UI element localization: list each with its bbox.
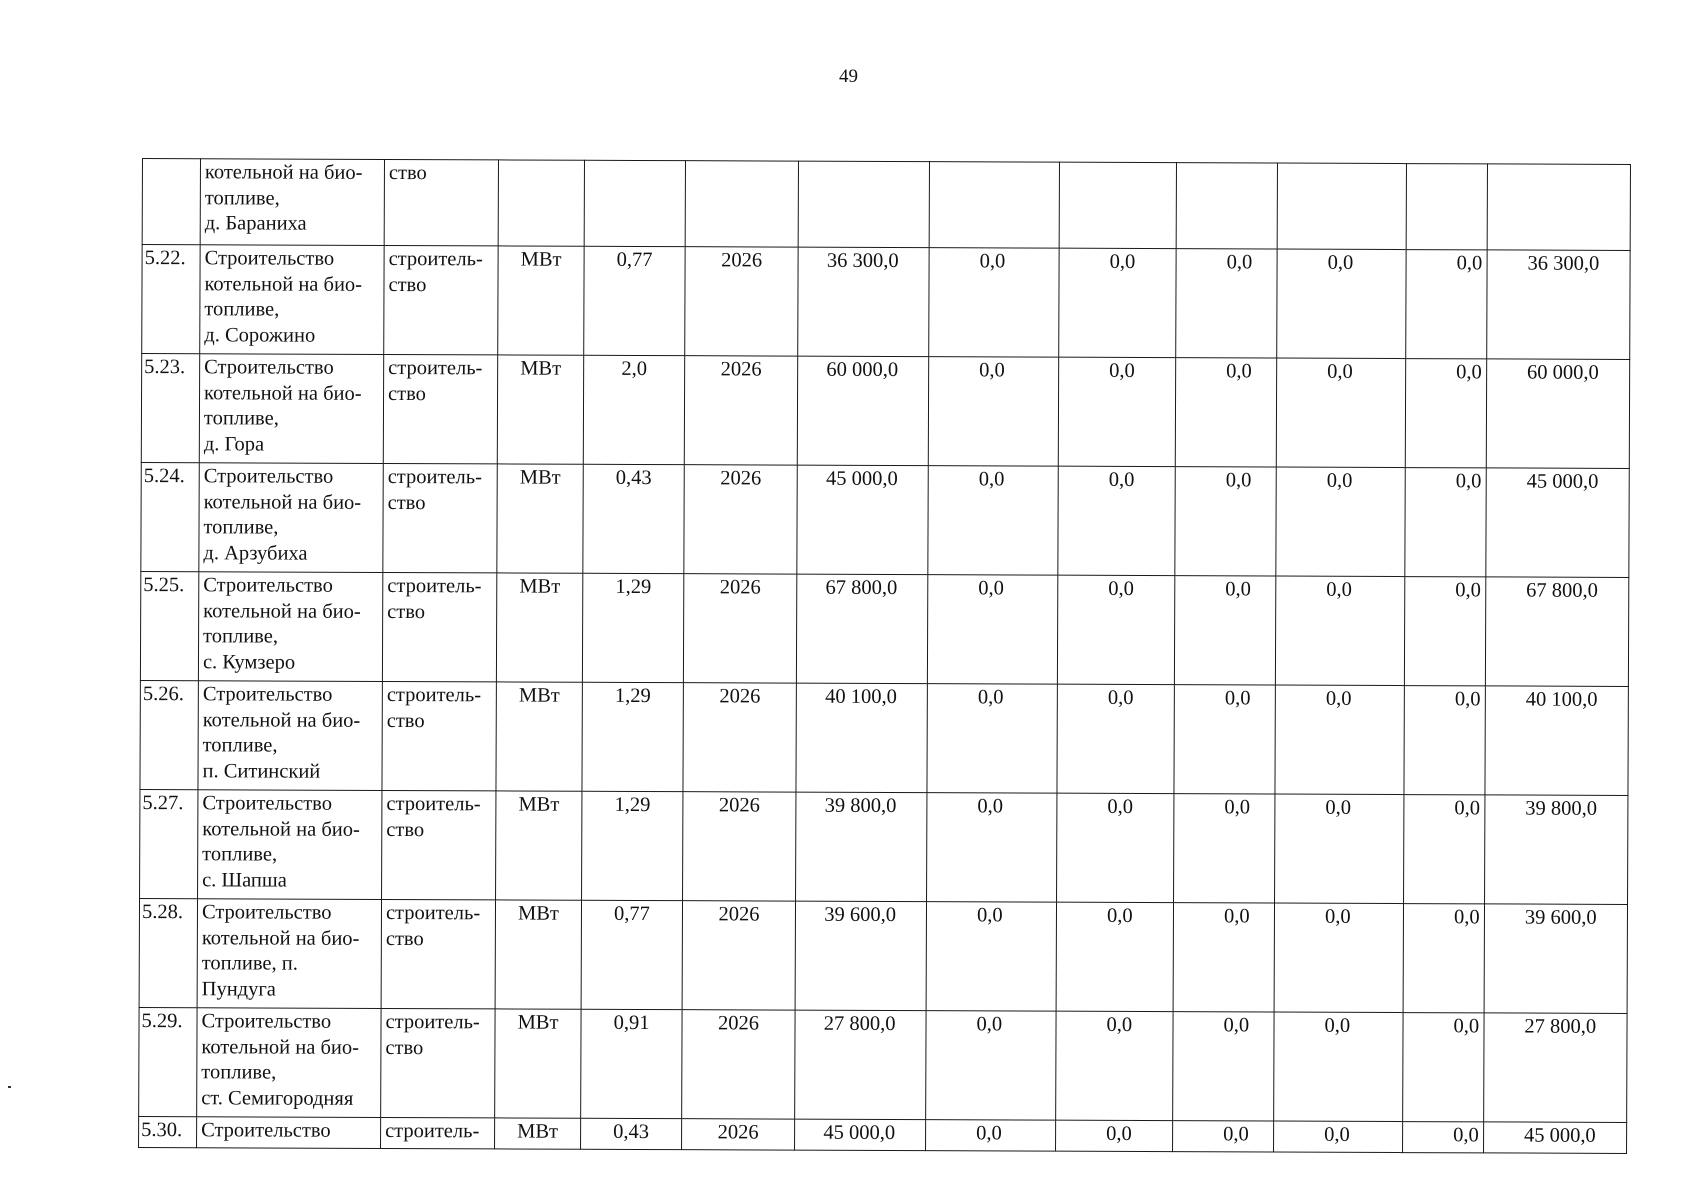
- cell-capacity: 0,77: [584, 246, 685, 355]
- cell-capacity: 1,29: [582, 682, 683, 791]
- work-type-line: строитель-: [386, 683, 482, 707]
- cell-capacity: 0,91: [581, 1009, 682, 1118]
- cell-row-number: 5.23.: [141, 354, 199, 463]
- cell-total-cost: 67 800,0: [796, 574, 927, 684]
- project-name-line: котельной на био-: [204, 381, 362, 405]
- cell-value-4: 0,0: [1276, 467, 1405, 577]
- cell-total-cost: 36 300,0: [798, 247, 929, 357]
- cell-row-number: 5.27.: [140, 789, 198, 898]
- cell-capacity: 0,77: [581, 900, 682, 1009]
- table-row: [140, 789, 1628, 904]
- cell-value-4: 0,0: [1276, 358, 1405, 468]
- cell-project-name: [198, 572, 382, 682]
- cell-value-5: 0,0: [1406, 250, 1487, 359]
- project-name-line: топливе,: [203, 625, 279, 648]
- cell-row-number: 5.25.: [140, 571, 198, 680]
- cell-value-5: [1406, 164, 1487, 250]
- project-name-line: Пундуга: [201, 977, 276, 1001]
- cell-year: 2026: [682, 901, 795, 1010]
- work-type-line: ство: [388, 161, 427, 185]
- work-type-line: ство: [387, 600, 426, 623]
- cell-value-1: 0,0: [928, 466, 1058, 576]
- cell-value-5: 0,0: [1404, 795, 1485, 904]
- work-type-line: ство: [388, 273, 427, 296]
- cell-project-name: [199, 354, 383, 464]
- cell-value-1: 0,0: [926, 1011, 1056, 1121]
- project-name-line: Строительство: [202, 683, 333, 706]
- cell-total-cost: 45 000,0: [795, 1119, 926, 1151]
- cell-value-5: 0,0: [1403, 1122, 1484, 1153]
- project-name-line: топливе,: [201, 1061, 277, 1084]
- cell-value-1: 0,0: [927, 684, 1057, 794]
- cell-sum-cost: 45 000,0: [1483, 1122, 1626, 1154]
- cell-value-5: 0,0: [1404, 577, 1485, 686]
- cell-capacity: 2,0: [583, 355, 684, 464]
- cell-work-type: [381, 899, 495, 1008]
- project-name-line: топливе,: [204, 186, 280, 210]
- cell-value-5: 0,0: [1404, 686, 1485, 795]
- scan-artifact: [8, 1086, 11, 1088]
- project-name-line: котельной на био-: [203, 490, 362, 514]
- cell-unit: МВт: [497, 355, 583, 464]
- cell-value-1: 0,0: [929, 248, 1059, 358]
- cell-work-type: [381, 1117, 495, 1148]
- cell-unit: МВт: [495, 1118, 581, 1149]
- cell-value-5: 0,0: [1403, 904, 1484, 1013]
- work-type-line: ство: [386, 709, 425, 732]
- cell-unit: [498, 160, 584, 246]
- cell-value-4: 0,0: [1274, 1121, 1403, 1153]
- cell-unit: МВт: [495, 1009, 581, 1118]
- project-name-line: с. Шапша: [202, 868, 287, 892]
- cell-unit: МВт: [495, 900, 581, 1009]
- cell-year: 2026: [682, 1010, 795, 1119]
- work-type-line: строитель-: [388, 356, 483, 380]
- cell-unit: МВт: [496, 682, 582, 791]
- project-name-line: топливе,: [202, 843, 278, 866]
- cell-total-cost: 60 000,0: [797, 356, 928, 466]
- cell-value-4: 0,0: [1275, 576, 1404, 686]
- cell-value-2: 0,0: [1059, 248, 1176, 357]
- cell-row-number: 5.28.: [139, 898, 197, 1007]
- cell-capacity: 1,29: [582, 573, 683, 682]
- cell-project-name: [197, 1117, 381, 1149]
- cell-year: 2026: [684, 465, 797, 574]
- work-type-line: ство: [388, 382, 426, 405]
- cell-total-cost: 39 800,0: [796, 792, 927, 902]
- project-name-line: Строительство: [201, 1119, 331, 1142]
- cell-value-3: 0,0: [1174, 685, 1275, 794]
- cell-year: [685, 161, 798, 247]
- table-row: [141, 462, 1629, 577]
- cell-value-4: 0,0: [1275, 685, 1404, 795]
- cell-work-type: [383, 463, 497, 572]
- cell-value-1: 0,0: [928, 357, 1058, 467]
- project-name-line: д. Гора: [203, 432, 265, 455]
- table-row: [141, 354, 1629, 469]
- table-body: [139, 159, 1631, 1154]
- cell-project-name: [200, 159, 384, 246]
- cell-sum-cost: 67 800,0: [1485, 577, 1628, 687]
- cell-value-2: 0,0: [1057, 793, 1174, 902]
- work-type-line: строитель-: [387, 465, 483, 489]
- cell-row-number: 5.22.: [142, 245, 200, 354]
- cell-capacity: 1,29: [582, 791, 683, 900]
- project-name-line: д. Сорожино: [204, 323, 316, 347]
- cell-total-cost: 40 100,0: [796, 683, 927, 793]
- work-type-line: строитель-: [385, 901, 481, 925]
- cell-sum-cost: 60 000,0: [1486, 359, 1629, 469]
- project-name-line: Строительство: [204, 247, 335, 270]
- project-name-line: топливе,: [203, 407, 279, 430]
- work-type-line: строитель-: [387, 574, 482, 598]
- cell-value-5: 0,0: [1405, 468, 1486, 577]
- cell-sum-cost: 40 100,0: [1485, 686, 1628, 796]
- cell-value-1: 0,0: [927, 793, 1057, 903]
- project-name-line: котельной на био-: [201, 926, 360, 950]
- project-name-line: Строительство: [202, 792, 333, 815]
- project-name-line: д. Арзубиха: [203, 541, 308, 565]
- cell-work-type: [382, 681, 496, 790]
- project-name-line: п. Ситинский: [202, 759, 321, 783]
- cell-work-type: [384, 159, 498, 245]
- cell-sum-cost: 45 000,0: [1485, 468, 1628, 578]
- work-type-line: строитель-: [385, 1010, 480, 1034]
- work-type-line: ство: [386, 818, 425, 841]
- project-name-line: ст. Семигородняя: [201, 1086, 354, 1110]
- project-name-line: котельной на био-: [203, 599, 361, 623]
- cell-project-name: [198, 790, 382, 900]
- cell-value-4: 0,0: [1274, 1012, 1403, 1122]
- project-name-line: топливе, п.: [201, 952, 298, 975]
- table-row: [139, 898, 1627, 1013]
- cell-work-type: [384, 245, 498, 354]
- cell-sum-cost: 27 800,0: [1483, 1013, 1626, 1123]
- cell-work-type: [381, 1008, 495, 1117]
- work-type-line: ство: [387, 491, 426, 514]
- project-name-line: топливе,: [203, 516, 279, 539]
- cell-total-cost: 27 800,0: [795, 1010, 926, 1120]
- cell-row-number: 5.30.: [139, 1116, 197, 1147]
- cell-value-1: 0,0: [927, 575, 1057, 685]
- cell-row-number: 5.29.: [139, 1007, 197, 1116]
- work-type-line: строитель-: [388, 247, 483, 271]
- work-type-line: строитель-: [385, 1119, 480, 1143]
- work-type-line: строитель-: [386, 792, 481, 816]
- project-name-line: котельной на био-: [202, 817, 360, 841]
- cell-value-2: 0,0: [1056, 1120, 1173, 1151]
- table-row: [139, 1007, 1627, 1122]
- cell-value-3: 0,0: [1173, 903, 1274, 1012]
- cell-year: 2026: [683, 574, 796, 683]
- cell-project-name: [199, 463, 383, 573]
- cell-row-number: 5.24.: [141, 462, 199, 571]
- cell-value-2: 0,0: [1057, 684, 1174, 793]
- cell-total-cost: 39 600,0: [795, 901, 926, 1011]
- cell-sum-cost: 36 300,0: [1486, 250, 1629, 360]
- cell-value-1: 0,0: [926, 1120, 1056, 1152]
- cell-unit: МВт: [496, 791, 582, 900]
- project-name-line: Строительство: [203, 465, 334, 488]
- project-name-line: котельной на био-: [204, 161, 363, 184]
- cell-total-cost: [798, 161, 929, 248]
- table-row: [140, 680, 1628, 795]
- cell-value-2: 0,0: [1058, 357, 1175, 466]
- project-name-line: топливе,: [202, 734, 278, 757]
- cell-year: 2026: [682, 1119, 795, 1150]
- cell-value-4: [1277, 163, 1406, 250]
- cell-value-4: 0,0: [1274, 903, 1403, 1013]
- cell-value-5: 0,0: [1403, 1013, 1484, 1122]
- project-name-line: Строительство: [201, 901, 332, 924]
- project-name-line: котельной на био-: [204, 272, 363, 296]
- cell-year: 2026: [684, 356, 797, 465]
- work-type-line: ство: [385, 1036, 424, 1059]
- work-type-line: ство: [385, 927, 424, 950]
- cell-row-number: 5.26.: [140, 680, 198, 789]
- cell-sum-cost: 39 600,0: [1484, 904, 1627, 1014]
- table-row: [140, 571, 1628, 686]
- cell-value-1: [929, 162, 1059, 249]
- cell-value-3: 0,0: [1175, 467, 1276, 576]
- cell-project-name: [200, 245, 384, 355]
- cell-value-5: 0,0: [1405, 359, 1486, 468]
- project-name-line: топливе,: [204, 298, 280, 321]
- cell-work-type: [382, 790, 496, 899]
- table-row: [142, 159, 1630, 251]
- cell-sum-cost: [1487, 164, 1630, 251]
- cell-value-2: 0,0: [1057, 575, 1174, 684]
- cell-value-2: 0,0: [1056, 1011, 1173, 1120]
- project-name-line: Строительство: [204, 356, 334, 379]
- table-row: [139, 1116, 1627, 1153]
- cell-row-number: [142, 159, 200, 245]
- cell-sum-cost: 39 800,0: [1484, 795, 1627, 905]
- page-number: 49: [839, 66, 858, 87]
- cell-value-4: 0,0: [1277, 249, 1406, 359]
- cell-value-3: 0,0: [1174, 794, 1275, 903]
- cell-project-name: [198, 681, 382, 791]
- cell-year: 2026: [683, 683, 796, 792]
- cell-value-3: 0,0: [1173, 1012, 1274, 1121]
- cell-value-2: 0,0: [1058, 466, 1175, 575]
- cell-work-type: [383, 354, 497, 463]
- cell-capacity: [584, 160, 685, 246]
- cell-value-3: 0,0: [1175, 358, 1276, 467]
- cell-total-cost: 45 000,0: [797, 465, 928, 575]
- cell-capacity: 0,43: [583, 464, 684, 573]
- cell-value-3: [1176, 163, 1277, 249]
- cell-capacity: 0,43: [581, 1118, 682, 1149]
- project-name-line: котельной на био-: [201, 1035, 360, 1059]
- cell-project-name: [197, 1008, 381, 1118]
- investment-table: [138, 158, 1631, 1154]
- cell-work-type: [382, 572, 496, 681]
- cell-value-4: 0,0: [1275, 794, 1404, 904]
- cell-unit: МВт: [498, 246, 584, 355]
- cell-value-2: 0,0: [1056, 902, 1173, 1011]
- project-name-line: Строительство: [201, 1010, 332, 1033]
- project-name-line: д. Бараниха: [204, 212, 307, 235]
- cell-unit: МВт: [496, 573, 582, 682]
- cell-value-2: [1059, 162, 1176, 248]
- project-name-line: Строительство: [203, 574, 333, 597]
- cell-year: 2026: [683, 792, 796, 901]
- cell-value-3: 0,0: [1174, 576, 1275, 685]
- table-row: [142, 245, 1630, 360]
- cell-value-1: 0,0: [926, 902, 1056, 1012]
- project-name-line: котельной на био-: [202, 708, 361, 732]
- cell-value-3: 0,0: [1176, 249, 1277, 358]
- cell-project-name: [197, 899, 381, 1009]
- cell-year: 2026: [685, 247, 798, 356]
- project-name-line: с. Кумзеро: [202, 650, 296, 674]
- cell-unit: МВт: [497, 464, 583, 573]
- cell-value-3: 0,0: [1173, 1121, 1274, 1152]
